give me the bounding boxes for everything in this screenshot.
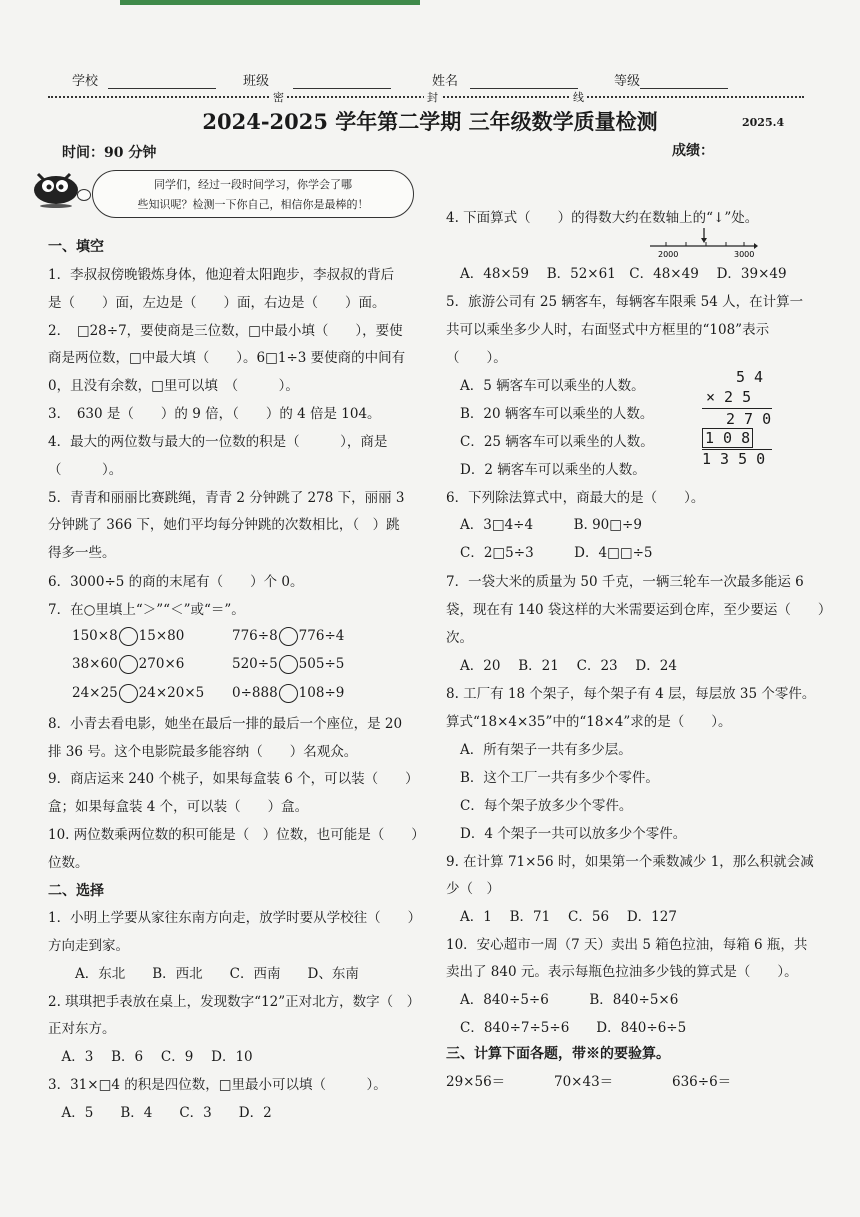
grade-blank[interactable] <box>640 76 728 89</box>
q10-line2: 位数。 <box>48 855 89 871</box>
c3-options: A．5 B．4 C．3 D．2 <box>48 1105 272 1121</box>
c7-options: A．20 B．21 C．23 D．24 <box>460 658 677 674</box>
c6-options-ab: A．3□4÷4 B. 90□÷9 <box>460 517 642 533</box>
q5-line1: 5．青青和丽丽比赛跳绳，青青 2 分钟跳了 278 下，丽丽 3 <box>48 490 405 506</box>
cloud-line-2: 些知识呢？检测一下你自己，相信你是最棒的！ <box>137 198 369 211</box>
seal-char-mi: 密 <box>270 89 287 105</box>
name-blank[interactable] <box>470 76 578 89</box>
c9-line2: 少（ ） <box>446 881 500 897</box>
calc-2: 70×43＝ <box>554 1074 614 1090</box>
encouragement-cloud <box>92 170 414 218</box>
compare-row-3b <box>232 684 344 703</box>
c1-options: A．东北 B．西北 C．西南 D、东南 <box>48 966 359 982</box>
section-fill-blank: 一、填空 <box>48 239 104 255</box>
c2-line2: 正对东方。 <box>48 1021 116 1037</box>
c10-options-cd: C．840÷7÷5÷6 D．840÷6÷5 <box>460 1020 687 1036</box>
c5-option-d: D．2 辆客车可以乘坐的人数。 <box>460 462 646 478</box>
c4-options: A．48×59 B．52×61 C．48×49 D．39×49 <box>460 266 787 282</box>
class-blank[interactable] <box>293 76 391 89</box>
number-line <box>648 226 758 262</box>
calc-3: 636÷6＝ <box>672 1074 732 1090</box>
compare-circle[interactable] <box>119 655 138 674</box>
seal-char-feng: 封 <box>424 89 441 105</box>
compare-right: 108÷9 <box>298 685 345 701</box>
q7-line: 7．在○里填上“＞”“＜”或“＝”。 <box>48 602 245 618</box>
q9-line2: 盒；如果每盒装 4 个，可以装（ ）盒。 <box>48 799 309 815</box>
c10-line2: 卖出了 840 元。表示每瓶色拉油多少钱的算式是（ ）。 <box>446 964 798 980</box>
top-color-strip <box>120 0 420 5</box>
q1-line1: 1．李叔叔傍晚锻炼身体，他迎着太阳跑步，李叔叔的背后 <box>48 267 395 283</box>
vm-multiplier: × 2 5 <box>706 388 752 406</box>
vm-multiplicand: 5 4 <box>736 368 764 386</box>
q6-line: 6．3000÷5 的商的末尾有（ ）个 0。 <box>48 574 304 590</box>
c6-options-cd: C．2□5÷3 D．4□□÷5 <box>460 545 653 561</box>
c1-line1: 1．小明上学要从家往东南方向走，放学时要从学校往（ ） <box>48 910 422 926</box>
q2-line3: 0，且没有余数，□里可以填 （ ）。 <box>48 378 299 394</box>
c5-option-b: B．20 辆客车可以乘坐的人数。 <box>460 406 654 422</box>
compare-right: 24×20×5 <box>138 685 205 701</box>
c7-line1: 7．一袋大米的质量为 50 千克，一辆三轮车一次最多能运 6 <box>446 574 804 590</box>
compare-row-2 <box>72 655 184 674</box>
compare-left: 520÷5 <box>232 656 278 672</box>
seal-line <box>48 91 804 104</box>
numberline-tick-label: 2000 <box>658 250 679 259</box>
class-label: 班级 <box>243 74 270 89</box>
q1-line2: 是（ ）面，左边是（ ）面，右边是（ ）面。 <box>48 295 386 311</box>
c5-line3: （ ）。 <box>446 350 507 366</box>
compare-circle[interactable] <box>119 627 138 646</box>
compare-row-1b <box>232 627 344 646</box>
seal-char-xian: 线 <box>570 89 587 105</box>
q4-line1: 4．最大的两位数与最大的一位数的积是（ ），商是 <box>48 434 388 450</box>
c6-line: 6．下列除法算式中，商最大的是（ ）。 <box>446 490 705 506</box>
compare-circle[interactable] <box>279 684 298 703</box>
time-limit: 时间：90 分钟 <box>62 145 157 161</box>
q10-line1: 10. 两位数乘两位数的积可能是（ ）位数，也可能是（ ） <box>48 827 425 843</box>
c7-line3: 次。 <box>446 630 473 646</box>
numberline-tick-label: 3000 <box>734 250 755 259</box>
q5-line3: 得多一些。 <box>48 545 116 561</box>
compare-right: 776÷4 <box>298 628 345 644</box>
name-label: 姓名 <box>432 74 459 89</box>
q8-line2: 排 36 号。这个电影院最多能容纳（ ）名观众。 <box>48 744 358 760</box>
c10-options-ab: A．840÷5÷6 B．840÷5×6 <box>460 992 679 1008</box>
c5-option-c: C．25 辆客车可以乘坐的人数。 <box>460 434 654 450</box>
class-field <box>243 70 391 89</box>
section-choice: 二、选择 <box>48 883 104 899</box>
q8-line1: 8．小青去看电影，她坐在最后一排的最后一个座位，是 20 <box>48 716 403 732</box>
c8-line1: 8. 工厂有 18 个架子，每个架子有 4 层，每层放 35 个零件。 <box>446 686 816 702</box>
school-label: 学校 <box>72 74 99 89</box>
c2-options: A．3 B．6 C．9 D．10 <box>48 1049 253 1065</box>
c2-line1: 2. 琪琪把手表放在桌上，发现数字“12”正对北方，数字（ ） <box>48 994 421 1010</box>
compare-circle[interactable] <box>279 655 298 674</box>
compare-left: 24×25 <box>72 685 118 701</box>
c9-line1: 9. 在计算 71×56 时，如果第一个乘数减少 1，那么积就会减 <box>446 854 814 870</box>
exam-date: 2025.4 <box>742 116 785 129</box>
compare-left: 776÷8 <box>232 628 278 644</box>
vm-partial-2-boxed: 1 0 8 <box>702 428 753 448</box>
vm-partial-1: 2 7 0 <box>726 410 772 428</box>
c1-line2: 方向走到家。 <box>48 938 129 954</box>
compare-left: 0÷888 <box>232 685 278 701</box>
c8-option-c: C．每个架子放多少个零件。 <box>460 798 633 814</box>
c8-option-b: B．这个工厂一共有多少个零件。 <box>460 770 659 786</box>
compare-right: 505÷5 <box>298 656 345 672</box>
q4-line2: （ ）。 <box>48 462 123 478</box>
name-field <box>432 70 578 89</box>
c5-line2: 共可以乘坐多少人时，右面竖式中方框里的“108”表示 <box>446 322 770 338</box>
calc-1: 29×56＝ <box>446 1074 506 1090</box>
school-field <box>72 70 216 89</box>
grade-label: 等级 <box>614 74 641 89</box>
c3-line: 3．31×□4 的积是四位数，□里最小可以填（ ）。 <box>48 1077 387 1093</box>
page-title: 2024-2025 学年第二学期 三年级数学质量检测 <box>202 109 658 134</box>
c10-line1: 10．安心超市一周（7 天）卖出 5 箱色拉油，每箱 6 瓶，共 <box>446 937 808 953</box>
compare-circle[interactable] <box>119 684 138 703</box>
q3-line: 3． 630 是（ ）的 9 倍，（ ）的 4 倍是 104。 <box>48 406 381 422</box>
compare-right: 270×6 <box>138 656 185 672</box>
compare-row-1 <box>72 627 184 646</box>
compare-circle[interactable] <box>279 627 298 646</box>
grade-field <box>614 70 728 89</box>
q2-line2: 商是两位数，□中最大填（ ）。6□1÷3 要使商的中间有 <box>48 350 406 366</box>
cloud-line-1: 同学们，经过一段时间学习，你学会了哪 <box>154 178 352 191</box>
vm-product: 1 3 5 0 <box>702 450 766 468</box>
compare-right: 15×80 <box>138 628 185 644</box>
c5-option-a: A．5 辆客车可以乘坐的人数。 <box>460 378 645 394</box>
score-label: 成绩： <box>672 143 714 159</box>
q9-line1: 9．商店运来 240 个桃子，如果每盒装 6 个，可以装（ ） <box>48 771 419 787</box>
c8-option-a: A．所有架子一共有多少层。 <box>460 742 632 758</box>
compare-left: 38×60 <box>72 656 118 672</box>
c8-option-d: D．4 个架子一共可以放多少个零件。 <box>460 826 687 842</box>
mascot-icon <box>30 168 90 208</box>
school-blank[interactable] <box>108 76 216 89</box>
q5-line2: 分钟跳了 366 下，她们平均每分钟跳的次数相比，（ ）跳 <box>48 517 400 533</box>
c9-options: A．1 B．71 C．56 D．127 <box>460 909 677 925</box>
c4-line: 4. 下面算式（ ）的得数大约在数轴上的“↓”处。 <box>446 210 759 226</box>
c5-line1: 5．旅游公司有 25 辆客车，每辆客车限乘 54 人，在计算一 <box>446 294 804 310</box>
q2-line1: 2． □28÷7，要使商是三位数，□中最小填（ ），要使 <box>48 323 403 339</box>
c8-line2: 算式“18×4×35”中的“18×4”求的是（ ）。 <box>446 714 732 730</box>
compare-row-2b <box>232 655 344 674</box>
compare-left: 150×8 <box>72 628 118 644</box>
c7-line2: 袋，现在有 140 袋这样的大米需要运到仓库，至少要运（ ） <box>446 602 832 618</box>
compare-row-3 <box>72 684 204 703</box>
section-calculation: 三、计算下面各题，带※的要验算。 <box>446 1046 670 1062</box>
